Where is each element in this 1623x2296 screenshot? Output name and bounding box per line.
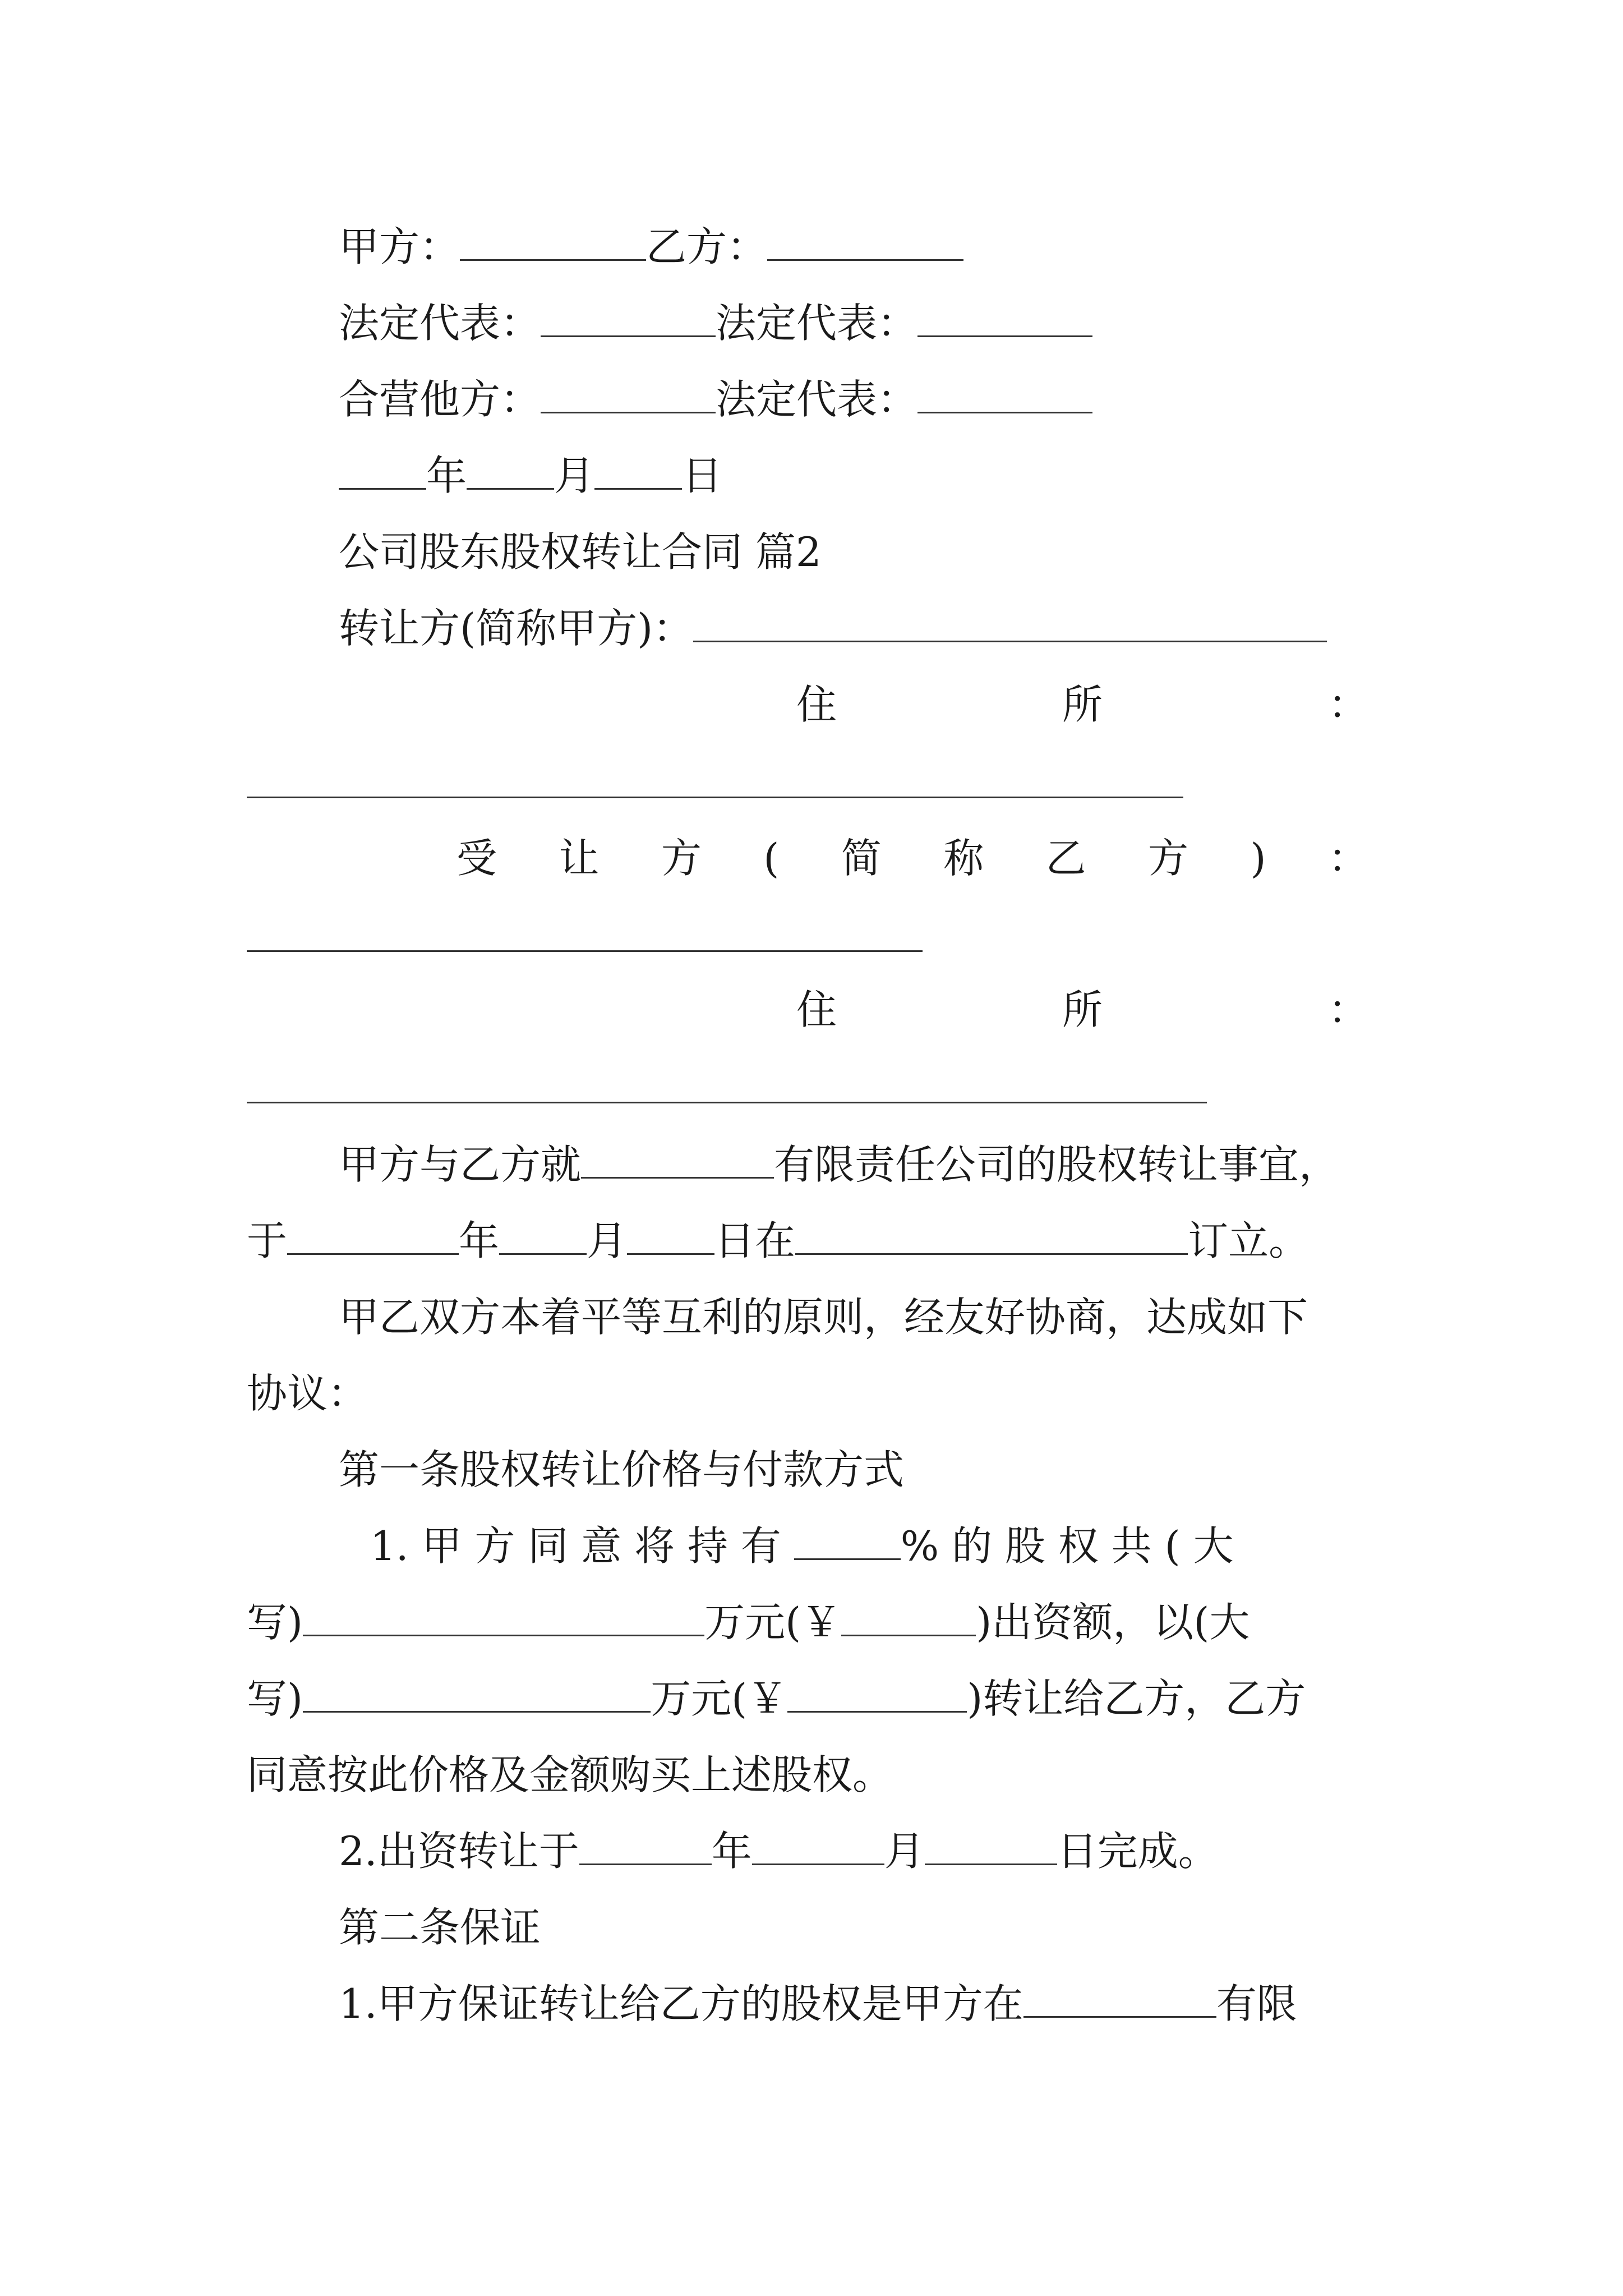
para2-line2: 协议： bbox=[247, 1370, 368, 1417]
legal-rep-b-label: 法定代表： bbox=[716, 300, 918, 347]
para1-line2 bbox=[247, 1217, 1310, 1264]
clause-text: 2.出资转让于 bbox=[339, 1828, 579, 1875]
sign-day-blank[interactable] bbox=[627, 1221, 714, 1255]
transferee-blank[interactable] bbox=[247, 950, 923, 952]
year-label: 年 bbox=[426, 452, 467, 499]
transferee-char: 受 bbox=[457, 835, 497, 882]
para-text: 年 bbox=[459, 1217, 500, 1264]
clause-text: 写) bbox=[247, 1599, 303, 1646]
transferee-char: 称 bbox=[943, 835, 984, 882]
para-text: 有限责任公司的股权转让事宜， bbox=[774, 1141, 1340, 1188]
complete-month-blank[interactable] bbox=[752, 1831, 884, 1865]
address-colon: ： bbox=[1327, 681, 1368, 728]
para-text: 订立。 bbox=[1188, 1217, 1310, 1264]
transferor-line bbox=[339, 605, 1327, 652]
month-label: 月 bbox=[554, 452, 595, 499]
sign-year-blank[interactable] bbox=[287, 1221, 459, 1255]
transferee-address-line bbox=[796, 986, 1368, 1033]
sign-month-blank[interactable] bbox=[499, 1221, 587, 1255]
clause-text: )转让给乙方，乙方 bbox=[967, 1675, 1306, 1722]
share-percent-blank[interactable] bbox=[794, 1526, 901, 1560]
transferor-address-line bbox=[796, 681, 1368, 728]
capital-amount-blank[interactable] bbox=[841, 1602, 976, 1636]
clause3-line bbox=[339, 1980, 1297, 2027]
transferee-address-blank[interactable] bbox=[247, 1102, 1207, 1103]
clause-text: 1. 甲 方 同 意 将 持 有 bbox=[370, 1522, 781, 1570]
day-blank[interactable] bbox=[594, 455, 682, 490]
joint-party-blank[interactable] bbox=[541, 379, 716, 413]
transferee-char: 让 bbox=[559, 835, 600, 882]
complete-year-blank[interactable] bbox=[579, 1831, 712, 1865]
para-text: 月 bbox=[587, 1217, 628, 1264]
clause-text: % 的 股 权 共 ( 大 bbox=[900, 1522, 1234, 1570]
transferor-label: 转让方(简称甲方)： bbox=[339, 605, 694, 652]
clause-text: 月 bbox=[884, 1828, 925, 1875]
joint-party-line bbox=[339, 376, 1092, 423]
price-upper-blank[interactable] bbox=[303, 1678, 651, 1713]
legal-rep-b-blank[interactable] bbox=[917, 303, 1092, 337]
article-1-heading: 第一条股权转让价格与付款方式 bbox=[339, 1446, 905, 1493]
complete-day-blank[interactable] bbox=[925, 1831, 1057, 1865]
transferee-colon: ： bbox=[1327, 835, 1368, 882]
transferee-char: ( bbox=[763, 835, 780, 882]
para-text: 于 bbox=[247, 1217, 288, 1264]
legal-rep-line bbox=[339, 300, 1092, 347]
legal-rep-c-label: 法定代表： bbox=[716, 376, 918, 423]
address-char: 住 bbox=[796, 986, 837, 1033]
day-label: 日 bbox=[682, 452, 723, 499]
year-blank[interactable] bbox=[339, 455, 426, 490]
joint-party-label: 合营他方： bbox=[339, 376, 541, 423]
legal-rep-c-blank[interactable] bbox=[917, 379, 1092, 413]
transferee-char: ) bbox=[1250, 835, 1266, 882]
clause1-line1 bbox=[370, 1522, 1234, 1570]
company-name-blank[interactable] bbox=[581, 1144, 774, 1179]
legal-rep-a-blank[interactable] bbox=[541, 303, 716, 337]
para1-line1 bbox=[339, 1141, 1340, 1188]
clause1-line3 bbox=[247, 1675, 1306, 1722]
transferee-line bbox=[457, 835, 1368, 882]
clause1-line2 bbox=[247, 1599, 1250, 1646]
transferee-char: 方 bbox=[661, 835, 702, 882]
price-amount-blank[interactable] bbox=[787, 1678, 967, 1713]
address-char: 住 bbox=[796, 681, 837, 728]
transferor-blank[interactable] bbox=[693, 608, 1327, 642]
address-char: 所 bbox=[1062, 681, 1103, 728]
clause-text: 写) bbox=[247, 1675, 303, 1722]
clause-text: 1.甲方保证转让给乙方的股权是甲方在 bbox=[339, 1980, 1023, 2027]
month-blank[interactable] bbox=[467, 455, 554, 490]
guarantee-company-blank[interactable] bbox=[1023, 1984, 1216, 2018]
party-b-blank[interactable] bbox=[767, 227, 963, 261]
para2-line1: 甲乙双方本着平等互利的原则，经友好协商，达成如下 bbox=[339, 1294, 1308, 1341]
party-b-label: 乙方： bbox=[646, 223, 768, 270]
transferee-char: 简 bbox=[841, 835, 882, 882]
article-2-heading: 第二条保证 bbox=[339, 1904, 541, 1951]
transferor-address-blank[interactable] bbox=[247, 797, 1183, 798]
capital-upper-blank[interactable] bbox=[303, 1602, 704, 1636]
clause-text: 有限 bbox=[1216, 1980, 1297, 2027]
clause-text: )出资额，以(大 bbox=[976, 1599, 1250, 1646]
para-text: 甲方与乙方就 bbox=[339, 1141, 582, 1188]
transferee-char: 方 bbox=[1148, 835, 1189, 882]
clause-text: 万元(￥ bbox=[651, 1675, 788, 1722]
legal-rep-a-label: 法定代表： bbox=[339, 300, 541, 347]
para-text: 日在 bbox=[714, 1217, 796, 1264]
transferee-char: 乙 bbox=[1045, 835, 1086, 882]
clause1-line4: 同意按此价格及金额购买上述股权。 bbox=[247, 1751, 893, 1798]
contract-heading: 公司股东股权转让合同 篇2 bbox=[339, 528, 822, 576]
clause-text: 万元(￥ bbox=[704, 1599, 842, 1646]
party-a-label: 甲方： bbox=[339, 223, 460, 270]
signing-date-line bbox=[339, 452, 723, 499]
sign-place-blank[interactable] bbox=[795, 1221, 1188, 1255]
address-colon: ： bbox=[1327, 986, 1368, 1033]
clause-text: 日完成。 bbox=[1057, 1828, 1219, 1875]
party-a-line bbox=[339, 223, 963, 270]
address-char: 所 bbox=[1062, 986, 1103, 1033]
party-a-blank[interactable] bbox=[460, 227, 646, 261]
clause2-line bbox=[339, 1828, 1219, 1875]
clause-text: 年 bbox=[711, 1828, 752, 1875]
